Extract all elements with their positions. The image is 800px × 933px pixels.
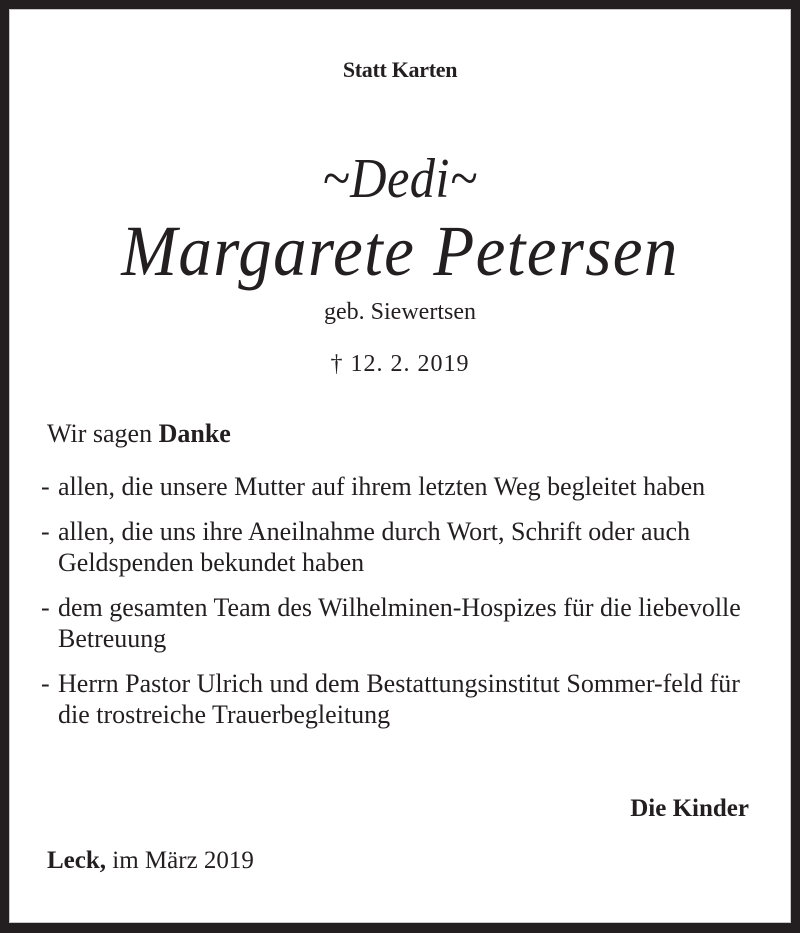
thanks-item-text: dem gesamten Team des Wilhelminen-Hospizes für die liebevolle Betreuung: [58, 593, 741, 653]
nickname: ~Dedi~: [322, 148, 478, 210]
dash-bullet: -: [41, 472, 50, 501]
thanks-item: [41, 668, 761, 730]
place-date: [47, 847, 254, 875]
obituary-notice: [9, 9, 791, 923]
signature: Die Kinder: [630, 795, 749, 822]
dash-bullet: -: [41, 669, 50, 698]
birth-name: geb. Siewertsen: [324, 299, 476, 325]
death-date: 12. 2. 2019: [350, 351, 470, 377]
thanks-item: [41, 471, 761, 502]
dash-bullet: -: [41, 593, 50, 622]
dash-bullet: -: [41, 517, 50, 546]
thanks-item-text: Herrn Pastor Ulrich und dem Bestattungsinstitut Sommer-feld für die trostreiche Trauerbegleitung: [58, 669, 740, 729]
thanks-list: [41, 471, 761, 744]
cross-icon: †: [330, 351, 344, 377]
thanks-item-text: allen, die uns ihre Aneilnahme durch Wort, Schrift oder auch Geldspenden bekundet haben: [58, 517, 691, 577]
header-statt-karten: Statt Karten: [342, 57, 458, 82]
deceased-name: Margarete Petersen: [121, 211, 679, 291]
thanks-item-text: allen, die unsere Mutter auf ihrem letzten Weg begleitet haben: [58, 472, 706, 501]
place: Leck,: [47, 847, 107, 874]
death-date-line: [9, 351, 791, 378]
thanks-item: [41, 516, 761, 578]
date-text: im März 2019: [106, 847, 254, 874]
thanks-intro: [47, 419, 231, 449]
thanks-intro-emphasis: Danke: [158, 419, 231, 448]
thanks-item: [41, 592, 761, 654]
thanks-intro-prefix: Wir sagen: [47, 419, 159, 448]
